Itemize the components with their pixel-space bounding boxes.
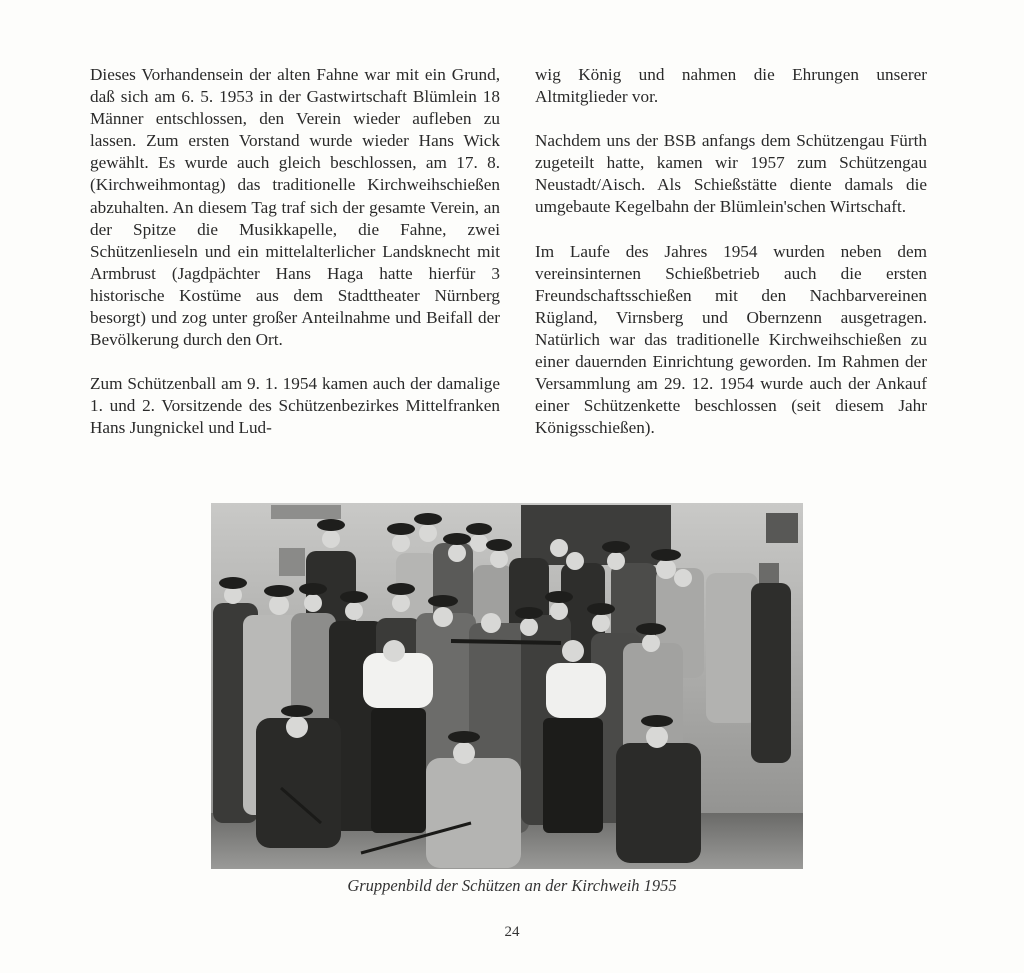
right-text-column [535,64,927,439]
group-photo-illustration [211,503,803,869]
page-number: 24 [504,924,520,940]
paragraph: Dieses Vorhandensein der alten Fahne war mit ein Grund, daß sich am 6. 5. 1953 in der Gastwirtschaft Blümlein 18 Männer entschlossen, den Verein wieder aufleben zu lassen. Zum ersten Vorstand wurde wieder Hans Wick gewählt. Es wurde auch gleich beschlossen, am 17. 8. (Kirchweihmontag) das traditionelle Kirchweihschießen abzuhalten. An diesem Tag traf sich der gesamte Verein, an der Spitze die Musikkapelle, die Fahne, zwei Schützenlieseln und ein mittelalterlicher Landsknecht mit Armbrust (Jagdpächter Hans Haga hatte hierfür 3 historische Kostüme aus dem Stadttheater Nürnberg besorgt) und zog unter großer Anteilnahme und Beifall der Bevölkerung durch den Ort. [90,65,500,350]
paragraph: wig König und nahmen die Ehrungen unserer Altmitglieder vor. [535,65,927,107]
paragraph: Nachdem uns der BSB anfangs dem Schützengau Fürth zugeteilt hatte, kamen wir 1957 zum Schützengau Neustadt/Aisch. Als Schießstätte diente damals die umgebaute Kegelbahn der Blümlein'schen Wirtschaft. [535,131,927,217]
group-photo [211,503,803,869]
figure-caption: Gruppenbild der Schützen an der Kirchweih 1955 [347,876,677,895]
paragraph: Im Laufe des Jahres 1954 wurden neben dem vereinsinternen Schießbetrieb auch die ersten Freundschaftsschießen mit den Nachbarvereinen Rügland, Virnsberg und Obernzenn ausgetragen. Natürlich war das traditionelle Kirchweihschießen zu einer dauernden Einrichtung geworden. Im Rahmen der Versammlung am 29. 12. 1954 wurde auch der Ankauf einer Schützenkette beschlossen (seit diesem Jahr Königsschießen). [535,241,927,438]
paragraph: Zum Schützenball am 9. 1. 1954 kamen auch der damalige 1. und 2. Vorsitzende des Schützenbezirkes Mittelfranken Hans Jungnickel und Lud- [90,374,500,438]
left-text-column [90,64,500,440]
